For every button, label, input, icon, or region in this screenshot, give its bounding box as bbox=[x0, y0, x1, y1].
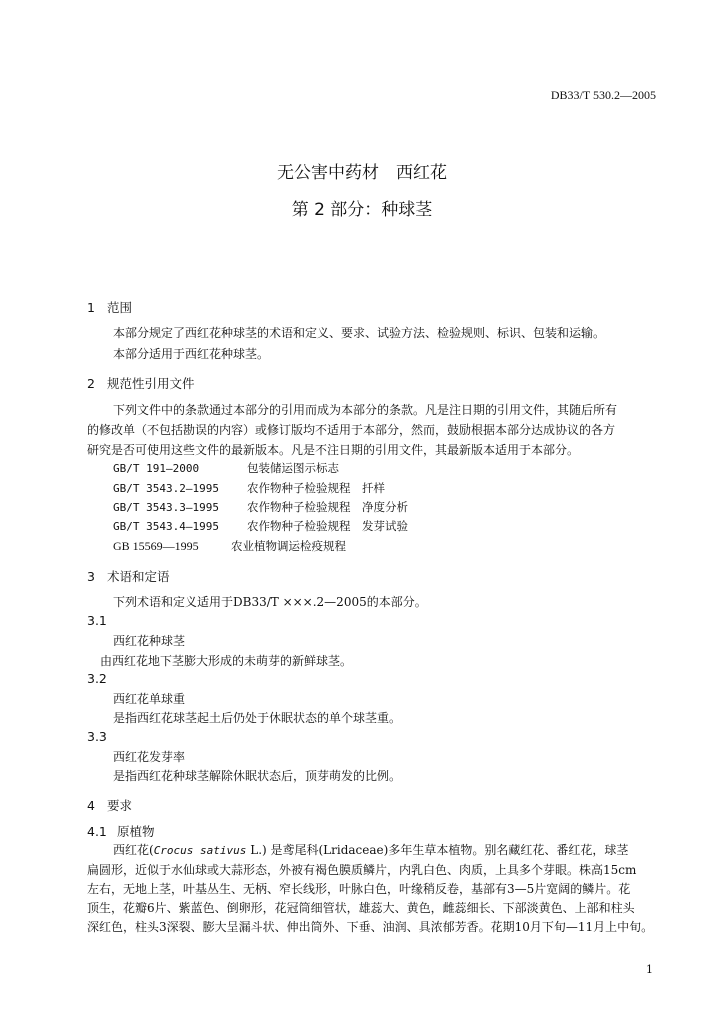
paragraph: 本部分规定了西红花种球茎的术语和定义、要求、试验方法、检验规则、标识、包装和运输。 bbox=[113, 326, 606, 340]
paragraph: 扁圆形，近似于水仙球或大蒜形态，外被有褐色膜质鳞片，内乳白色、肉质，上具多个芽眼。株高15cm bbox=[87, 863, 637, 877]
reference-code: GB/T 3543.3—1995 bbox=[113, 501, 219, 514]
reference-code: GB 15569—1995 bbox=[113, 539, 199, 553]
section-number: 4 bbox=[87, 798, 95, 813]
term-name: 西红花单球重 bbox=[113, 692, 186, 706]
section-title: 术语和定语 bbox=[107, 569, 170, 584]
paragraph: 下列术语和定义适用于DB33/T ×××.2—2005的本部分。 bbox=[113, 595, 427, 609]
latin-name: Crocus sativus bbox=[153, 844, 247, 857]
reference-code: GB/T 3543.4—1995 bbox=[113, 520, 219, 533]
section-title: 范围 bbox=[107, 300, 133, 315]
paragraph-text: 西红花( bbox=[113, 843, 154, 857]
paragraph: 顶生，花瓣6片、紫蓝色、倒卵形，花冠筒细管状，雄蕊大、黄色，雌蕊细长、下部淡黄色、上部和柱头 bbox=[87, 901, 635, 915]
page-number: 1 bbox=[646, 963, 653, 976]
subsection-title: 原植物 bbox=[117, 824, 155, 839]
term-definition: 由西红花地下茎膨大形成的未萌芽的新鲜球茎。 bbox=[100, 654, 353, 668]
reference-name: 农作物种子检验规程 净度分析 bbox=[247, 500, 408, 514]
paragraph: 本部分适用于西红花种球茎。 bbox=[113, 347, 270, 361]
paragraph bbox=[113, 841, 628, 858]
subsection-4-1-heading bbox=[87, 822, 155, 840]
subsection-number: 4.1 bbox=[87, 824, 107, 839]
term-definition: 是指西红花种球茎解除休眠状态后，顶芽萌发的比例。 bbox=[113, 769, 402, 783]
term-name: 西红花种球茎 bbox=[113, 634, 186, 648]
document-code: DB33/T 530.2—2005 bbox=[550, 88, 656, 102]
term-definition: 是指西红花球茎起土后仍处于休眠状态的单个球茎重。 bbox=[113, 711, 402, 725]
paragraph: 左右，无地上茎，叶基丛生、无柄、窄长线形，叶脉白色，叶缘稍反卷，基部有3—5片宽阔的鳞片。花 bbox=[87, 882, 631, 896]
document-title: 无公害中药材 西红花 bbox=[277, 163, 447, 183]
paragraph: 下列文件中的条款通过本部分的引用而成为本部分的条款。凡是注日期的引用文件，其随后所有 bbox=[113, 403, 618, 417]
paragraph-text: L.) 是鸢尾科(Lridaceae)多年生草本植物。别名藏红花、番红花，球茎 bbox=[246, 843, 629, 857]
document-subtitle: 第 2 部分：种球茎 bbox=[291, 200, 433, 220]
reference-name: 农作物种子检验规程 扦样 bbox=[247, 481, 385, 495]
section-2-heading bbox=[87, 374, 195, 392]
section-number: 1 bbox=[87, 300, 95, 315]
term-number: 3.3 bbox=[87, 729, 107, 744]
term-number: 3.2 bbox=[87, 671, 107, 686]
reference-item bbox=[113, 499, 408, 515]
reference-item bbox=[113, 460, 339, 476]
paragraph: 研究是否可使用这些文件的最新版本。凡是不注日期的引用文件，其最新版本适用于本部分。 bbox=[87, 443, 580, 457]
term-name: 西红花发芽率 bbox=[113, 750, 186, 764]
section-number: 2 bbox=[87, 376, 95, 391]
reference-name: 农作物种子检验规程 发芽试验 bbox=[247, 519, 408, 533]
paragraph: 的修改单（不包括勘误的内容）或修订版均不适用于本部分，然而，鼓励根据本部分达成协议的各方 bbox=[87, 423, 616, 437]
reference-code: GB/T 3543.2—1995 bbox=[113, 482, 219, 495]
reference-code: GB/T 191—2000 bbox=[113, 462, 200, 475]
reference-item bbox=[113, 518, 408, 534]
section-4-heading bbox=[87, 796, 132, 814]
paragraph: 深红色，柱头3深裂、膨大呈漏斗状、伸出筒外、下垂、油润、具浓郁芳香。花期10月下旬—11月上中旬。 bbox=[87, 920, 654, 934]
section-1-heading bbox=[87, 298, 132, 316]
reference-item bbox=[113, 480, 385, 496]
section-number: 3 bbox=[87, 569, 95, 584]
section-title: 规范性引用文件 bbox=[107, 376, 195, 391]
term-number: 3.1 bbox=[87, 613, 107, 628]
section-title: 要求 bbox=[107, 798, 133, 813]
reference-name: 农业植物调运检疫规程 bbox=[231, 539, 346, 553]
section-3-heading bbox=[87, 567, 170, 585]
reference-name: 包装储运图示标志 bbox=[247, 461, 339, 475]
reference-item bbox=[113, 538, 346, 554]
